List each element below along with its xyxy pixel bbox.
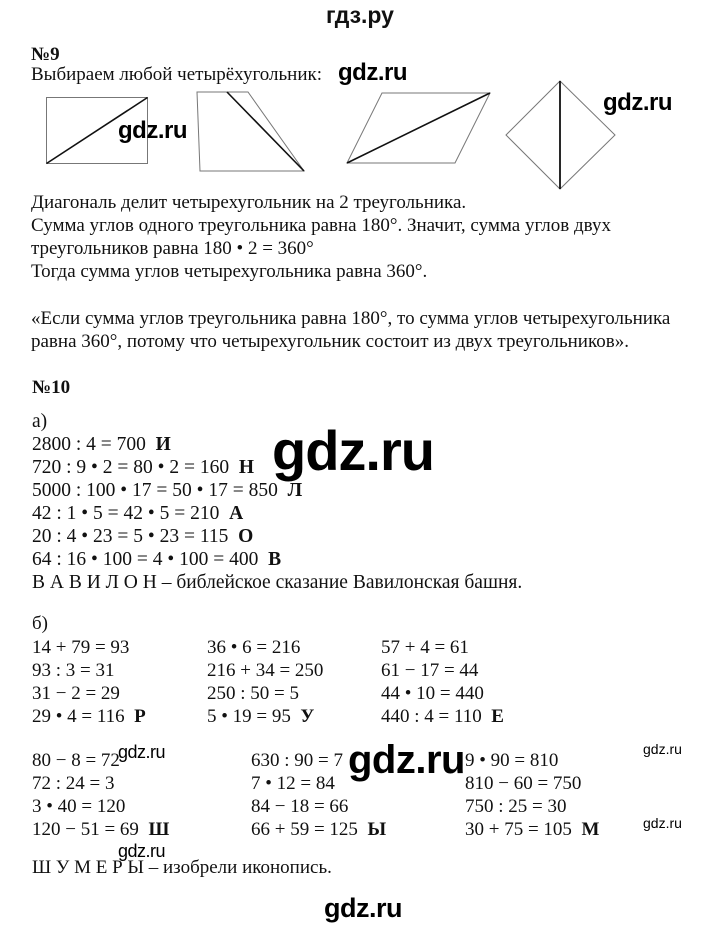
part-b-group2-col3 bbox=[465, 749, 599, 841]
letter: Е bbox=[491, 706, 504, 727]
equation: 3 • 40 = 120 bbox=[32, 796, 126, 817]
parallelogram-figure bbox=[347, 93, 490, 163]
equation: 7 • 12 = 84 bbox=[251, 773, 335, 794]
part-a-label: а) bbox=[32, 411, 48, 432]
expression: 66 + 59 = 125 bbox=[251, 819, 358, 840]
trapezoid-figure bbox=[197, 92, 304, 171]
equation: 93 : 3 = 31 bbox=[32, 660, 115, 681]
expression: 64 : 16 • 100 = 4 • 100 = 400 bbox=[32, 549, 259, 570]
site-header: гдз.ру bbox=[326, 2, 394, 28]
expression: 120 − 51 = 69 bbox=[32, 819, 139, 840]
expression: 720 : 9 • 2 = 80 • 2 = 160 bbox=[32, 457, 230, 478]
letter: Ш bbox=[148, 819, 170, 840]
equation: 36 • 6 = 216 bbox=[207, 637, 301, 658]
watermark: gdz.ru bbox=[643, 741, 682, 757]
equation bbox=[207, 705, 323, 728]
part-b-label: б) bbox=[32, 613, 48, 634]
part-a-row bbox=[32, 525, 522, 548]
equation: 84 − 18 = 66 bbox=[251, 796, 349, 817]
letter: Н bbox=[238, 457, 254, 478]
equation: 216 + 34 = 250 bbox=[207, 660, 324, 681]
rhombus-figure bbox=[506, 81, 615, 189]
equation: 750 : 25 = 30 bbox=[465, 796, 567, 817]
part-b-group1-col3 bbox=[381, 636, 504, 728]
part-b-group1-col2 bbox=[207, 636, 323, 728]
expression: 5 • 19 = 95 bbox=[207, 706, 291, 727]
quote-line: «Если сумма углов треугольника равна 180°, то сумма углов четырехугольника bbox=[31, 308, 671, 329]
watermark: gdz.ru bbox=[643, 815, 682, 831]
watermark: gdz.ru bbox=[272, 419, 434, 482]
expression: 5000 : 100 • 17 = 50 • 17 = 850 bbox=[32, 480, 278, 501]
letter: В bbox=[268, 549, 282, 570]
letter: У bbox=[300, 706, 315, 727]
explanation-line: Тогда сумма углов четырехугольника равна 360°. bbox=[31, 261, 428, 282]
expression: 440 : 4 = 110 bbox=[381, 706, 482, 727]
letter: О bbox=[238, 526, 254, 547]
letter: Л bbox=[287, 480, 303, 501]
equation: 31 − 2 = 29 bbox=[32, 683, 120, 704]
equation: 630 : 90 = 7 bbox=[251, 750, 343, 771]
equation bbox=[32, 705, 146, 728]
part-a-row bbox=[32, 502, 522, 525]
explanation-line: Сумма углов одного треугольника равна 180°. Значит, сумма углов двух bbox=[31, 215, 611, 236]
letter: М bbox=[581, 819, 600, 840]
letter: Р bbox=[134, 706, 146, 727]
equation: 80 − 8 = 72 bbox=[32, 750, 120, 771]
expression: 20 : 4 • 23 = 5 • 23 = 115 bbox=[32, 526, 229, 547]
letter: Ы bbox=[367, 819, 387, 840]
equation: 72 : 24 = 3 bbox=[32, 773, 115, 794]
watermark: gdz.ru bbox=[603, 89, 672, 116]
explanation-line: треугольников равна 180 • 2 = 360° bbox=[31, 238, 314, 259]
task10-number: №10 bbox=[32, 377, 71, 398]
equation: 44 • 10 = 440 bbox=[381, 683, 484, 704]
expression: 2800 : 4 = 700 bbox=[32, 434, 146, 455]
task9-intro: Выбираем любой четырёхугольник: bbox=[31, 64, 323, 85]
expression: 42 : 1 • 5 = 42 • 5 = 210 bbox=[32, 503, 220, 524]
part-b-group1-col1 bbox=[32, 636, 146, 728]
task9-number: №9 bbox=[31, 44, 60, 65]
part-a-row bbox=[32, 548, 522, 571]
watermark: gdz.ru bbox=[118, 742, 166, 762]
task9-explanation bbox=[31, 191, 611, 283]
watermark: gdz.ru bbox=[348, 738, 465, 782]
quote-line: равна 360°, потому что четырехугольник состоит из двух треугольников». bbox=[31, 331, 629, 352]
equation: 14 + 79 = 93 bbox=[32, 637, 130, 658]
equation: 57 + 4 = 61 bbox=[381, 637, 469, 658]
expression: 30 + 75 = 105 bbox=[465, 819, 572, 840]
task9-quote bbox=[31, 307, 670, 353]
watermark: gdz.ru bbox=[118, 117, 187, 144]
letter: И bbox=[155, 434, 171, 455]
watermark: gdz.ru bbox=[324, 893, 402, 923]
equation: 9 • 90 = 810 bbox=[465, 750, 559, 771]
watermark: gdz.ru bbox=[338, 59, 407, 86]
letter: А bbox=[229, 503, 244, 524]
equation bbox=[251, 818, 386, 841]
explanation-line: Диагональ делит четырехугольник на 2 треугольника. bbox=[31, 192, 467, 213]
equation: 250 : 50 = 5 bbox=[207, 683, 299, 704]
equation: 61 − 17 = 44 bbox=[381, 660, 479, 681]
watermark: gdz.ru bbox=[118, 841, 166, 861]
expression: 29 • 4 = 116 bbox=[32, 706, 125, 727]
part-b-answer: Ш У М Е Р Ы – изобрели иконопись. bbox=[32, 857, 332, 878]
equation bbox=[465, 818, 599, 841]
equation bbox=[32, 818, 169, 841]
equation bbox=[381, 705, 504, 728]
part-a-answer: В А В И Л О Н – библейское сказание Вавилонская башня. bbox=[32, 572, 523, 593]
equation: 810 − 60 = 750 bbox=[465, 773, 582, 794]
